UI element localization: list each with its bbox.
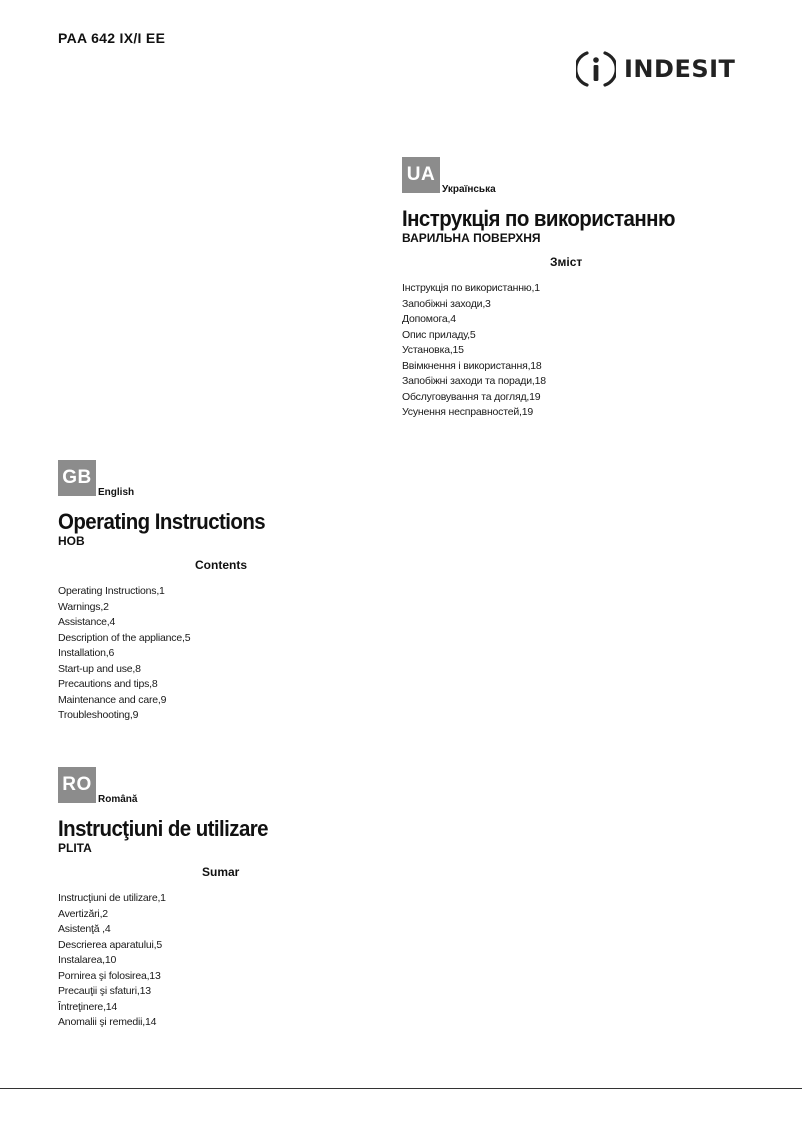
toc-item: Instalarea,10 xyxy=(58,954,117,966)
toc-item: Assistance,4 xyxy=(58,616,116,628)
toc-item: Anomalii şi remedii,14 xyxy=(58,1016,157,1028)
brand-name: INDESIT xyxy=(624,55,736,83)
toc-item: Установка,15 xyxy=(402,344,464,356)
toc-item: Запобіжні заходи,3 xyxy=(402,297,491,310)
table-of-contents xyxy=(402,281,722,421)
toc-item: Start-up and use,8 xyxy=(58,662,141,675)
toc-item: Усунення несправностей,19 xyxy=(402,406,534,418)
toc-item: Ввімкнення і використання,18 xyxy=(402,359,542,372)
section-subtitle: ВАРИЛЬНА ПОВЕРХНЯ xyxy=(402,231,541,245)
section-ua xyxy=(402,153,722,421)
section-title: Інструкція по використанню xyxy=(402,206,675,231)
toc-item: Avertizări,2 xyxy=(58,907,108,920)
toc-item: Descrierea aparatului,5 xyxy=(58,938,162,951)
toc-item: Допомога,4 xyxy=(402,313,456,325)
toc-item: Опис приладу,5 xyxy=(402,328,476,341)
toc-item: Maintenance and care,9 xyxy=(58,693,167,706)
language-code-badge: GB xyxy=(58,460,96,496)
toc-item: Asistenţă ,4 xyxy=(58,923,111,935)
contents-heading: Sumar xyxy=(202,865,240,879)
table-of-contents xyxy=(58,891,378,1031)
toc-item: Troubleshooting,9 xyxy=(58,709,139,721)
section-subtitle: PLITA xyxy=(58,841,92,855)
model-number: PAA 642 IX/I EE xyxy=(58,30,166,46)
toc-item: Instrucţiuni de utilizare,1 xyxy=(58,892,166,904)
section-title: Operating Instructions xyxy=(58,509,266,534)
contents-heading: Contents xyxy=(195,558,247,572)
toc-item: Обслуговування та догляд,19 xyxy=(402,390,541,403)
toc-item: Запобіжні заходи та поради,18 xyxy=(402,375,546,387)
toc-item: Warnings,2 xyxy=(58,600,109,613)
section-gb xyxy=(58,456,378,724)
footer-divider xyxy=(0,1088,802,1089)
indesit-emblem-icon xyxy=(576,50,616,88)
language-code-badge: UA xyxy=(402,157,440,193)
language-code-badge: RO xyxy=(58,767,96,803)
language-name: Українська xyxy=(442,184,496,195)
language-name: Română xyxy=(98,794,138,805)
table-of-contents xyxy=(58,584,378,724)
brand-logo xyxy=(576,50,735,88)
language-row xyxy=(58,763,378,803)
contents-heading: Зміст xyxy=(550,255,583,269)
section-ro xyxy=(58,763,378,1031)
language-row xyxy=(58,456,378,496)
section-title: Instrucţiuni de utilizare xyxy=(58,816,269,841)
toc-item: Інструкція по використанню,1 xyxy=(402,282,540,294)
toc-item: Pornirea şi folosirea,13 xyxy=(58,969,161,982)
toc-item: Description of the appliance,5 xyxy=(58,631,191,644)
toc-item: Installation,6 xyxy=(58,647,115,659)
language-name: English xyxy=(98,487,135,498)
toc-item: Întreţinere,14 xyxy=(58,1000,118,1013)
language-row xyxy=(402,153,722,193)
toc-item: Operating Instructions,1 xyxy=(58,585,165,597)
section-subtitle: HOB xyxy=(58,534,85,548)
toc-item: Precauţii şi sfaturi,13 xyxy=(58,985,151,997)
toc-item: Precautions and tips,8 xyxy=(58,678,158,690)
